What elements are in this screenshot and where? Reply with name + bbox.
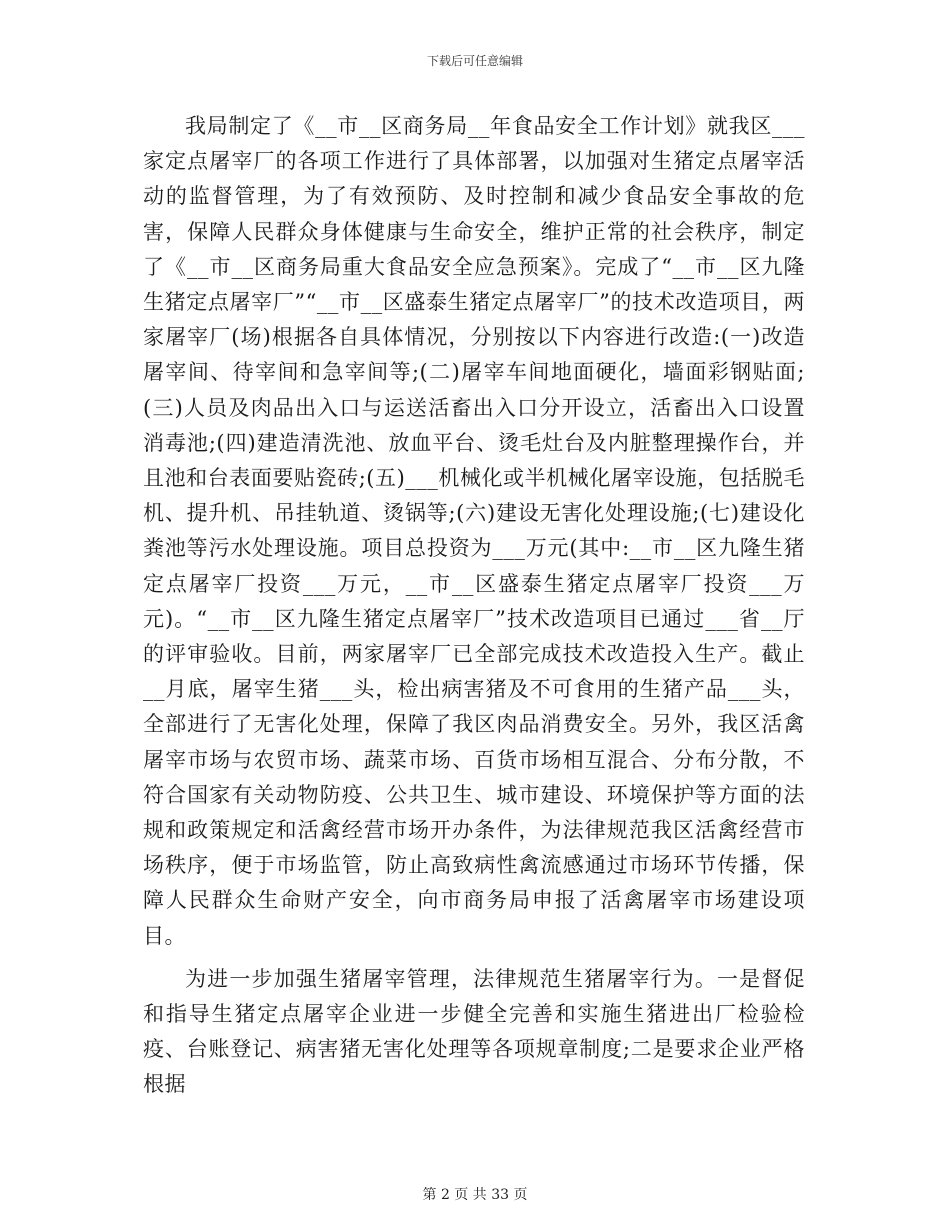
document-body [143, 109, 805, 1103]
page-header-note: 下载后可任意编辑 [426, 54, 523, 68]
page-number: 第 2 页 共 33 页 [422, 1187, 528, 1203]
body-paragraph-2: 为进一步加强生猪屠宰管理，法律规范生猪屠宰行为。一是督促和指导生猪定点屠宰企业进一步健全完善和实施生猪进出厂检验检疫、台账登记、病害猪无害化处理等各项规章制度;二是要求企业严格根据 [143, 966, 805, 1097]
body-paragraph-1: 我局制定了《__市__区商务局__年食品安全工作计划》就我区___家定点屠宰厂的各项工作进行了具体部署，以加强对生猪定点屠宰活动的监督管理，为了有效预防、及时控制和减少食品安全事故的危害，保障人民群众身体健康与生命安全，维护正常的社会秩序，制定了《__市__区商务局重大食品安全应急预案》。完成了“__市__区九隆生猪定点屠宰厂”“__市__区盛泰生猪定点屠宰厂”的技术改造项目，两家屠宰厂(场)根据各自具体情况，分别按以下内容进行改造:(一)改造屠宰间、待宰间和急宰间等;(二)屠宰车间地面硬化，墙面彩钢贴面;(三)人员及肉品出入口与运送活畜出入口分开设立，活畜出入口设置消毒池;(四)建造清洗池、放血平台、烫毛灶台及内脏整理操作台，并且池和台表面要贴瓷砖;(五)___机械化或半机械化屠宰设施，包括脱毛机、提升机、吊挂轨道、烫锅等;(六)建设无害化处理设施;(七)建设化粪池等污水处理设施。项目总投资为___万元(其中:__市__区九隆生猪定点屠宰厂投资___万元，__市__区盛泰生猪定点屠宰厂投资___万元)。“__市__区九隆生猪定点屠宰厂”技术改造项目已通过___省__厅的评审验收。目前，两家屠宰厂已全部完成技术改造投入生产。截止__月底，屠宰生猪___头，检出病害猪及不可食用的生猪产品___头，全部进行了无害化处理，保障了我区肉品消费安全。另外，我区活禽屠宰市场与农贸市场、蔬菜市场、百货市场相互混合、分布分散，不符合国家有关动物防疫、公共卫生、城市建设、环境保护等方面的法规和政策规定和活禽经营市场开办条件，为法律规范我区活禽经营市场秩序，便于市场监管，防止高致病性禽流感通过市场环节传播，保障人民群众生命财产安全，向市商务局申报了活禽屠宰市场建设项目。 [143, 114, 805, 948]
